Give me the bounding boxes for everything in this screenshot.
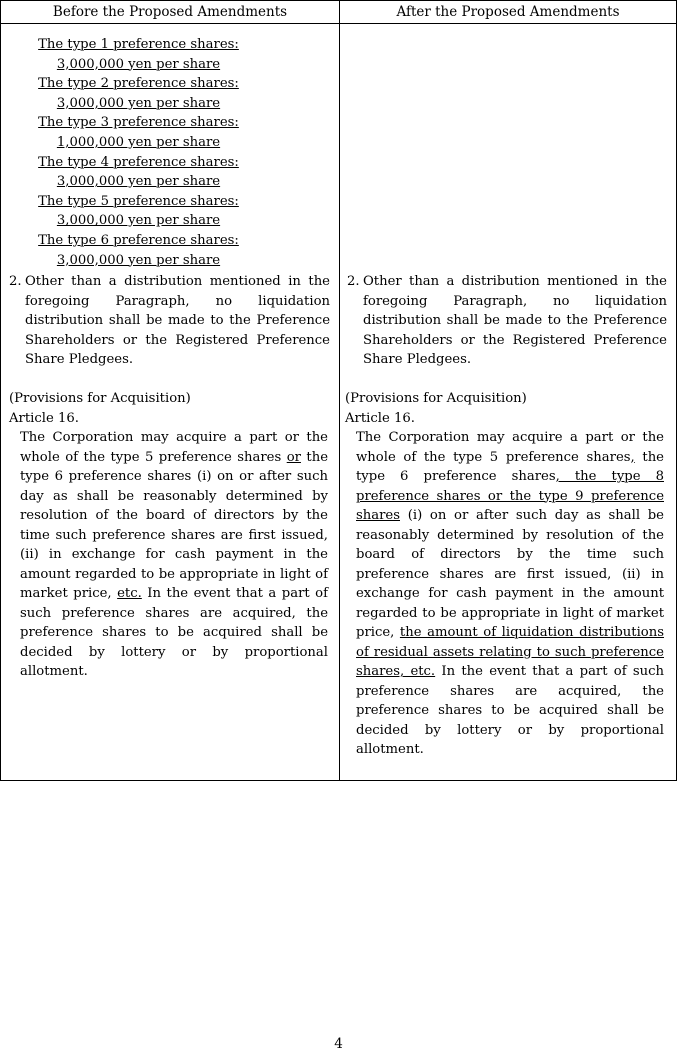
paragraph-text: Other than a distribution mentioned in the foregoing Paragraph, no liquidation distribution shall be made to the Preference Shareholders or the Registered Preference Share Pledgees. [25,274,330,367]
share-line: 3,000,000 yen per share [56,174,221,190]
paragraph-text: Other than a distribution mentioned in the foregoing Paragraph, no liquidation distribution shall be made to the Preference Shareholders or the Registered Preference Share Pledgees. [363,274,667,367]
share-line: 3,000,000 yen per share [56,95,221,111]
after-article-16-text: The Corporation may acquire a part or the whole of the type 5 preference shares, the type 6 preference shares, the type 8 preference shares or the type 9 preference shares (i) on or after such day as shall be reasonably determined by resolution of the board of directors by the time such preference shares are first issued, (ii) in exchange for cash payment in the amount regarded to be appropriate in light of market price, the amount of liquidation distributions of residual assets relating to such preference shares, etc. In the event that a part of such preference shares are acquired, the preference shares to be acquired shall be decided by lottery or by proportional allotment. [356,430,664,757]
before-article-title: Article 16. [9,411,79,426]
share-line: 3,000,000 yen per share [56,56,221,72]
after-provisions-heading: (Provisions for Acquisition) [345,391,527,406]
share-line: The type 1 preference shares: [38,37,239,52]
after-article-title: Article 16. [345,411,415,426]
share-line: 1,000,000 yen per share [56,134,221,150]
underlined-added-amount: the amount of liquidation distributions of residual assets relating to such preference shares, etc. [356,625,664,679]
share-line: The type 6 preference shares: [38,232,239,248]
underlined-added-shares: , the type 8 preference shares or the type 9 preference shares [356,469,664,523]
share-line: The type 3 preference shares: [38,115,239,131]
share-line: 3,000,000 yen per share [56,252,221,268]
after-paragraph-2 [347,272,667,370]
paragraph-number: 2. [347,274,360,289]
column-divider [339,1,340,780]
header-before: Before the Proposed Amendments [52,4,288,20]
underlined-or: or [286,449,301,465]
paragraph-number: 2. [9,274,22,289]
share-line: The type 4 preference shares: [38,154,239,170]
before-article-16-text: The Corporation may acquire a part or the whole of the type 5 preference shares or the type 6 preference shares (i) on or after such day as shall be reasonably determined by resolution of the board of directors by the time such preference shares are first issued, (ii) in exchange for cash payment in the amount regarded to be appropriate in light of market price, etc. In the event that a part of such preference shares are acquired, the preference shares to be acquired shall be decided by lottery or by proportional allotment. [20,430,329,679]
header-after: After the Proposed Amendments [396,4,620,20]
share-line: 3,000,000 yen per share [56,213,221,229]
underlined-etc: etc. [117,586,142,601]
before-paragraph-2 [9,272,330,370]
liquidation-amounts-list [1,35,339,270]
underlined-comma: , [630,449,635,465]
page-number: 4 [334,1036,343,1052]
before-column [1,24,339,679]
share-line: The type 2 preference shares: [38,76,239,92]
share-line: The type 5 preference shares: [38,193,239,209]
before-provisions-heading: (Provisions for Acquisition) [9,391,191,406]
